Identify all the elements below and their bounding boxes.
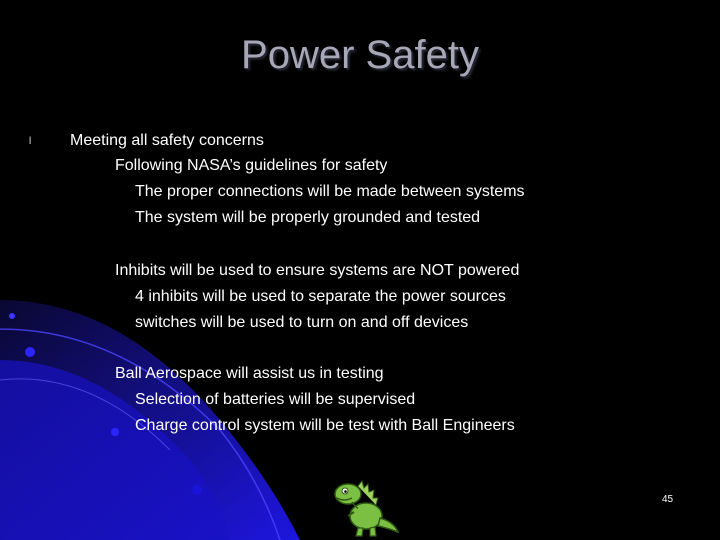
bullet-marker: l <box>29 136 32 147</box>
subitem-inhibits: Inhibits will be used to ensure systems are NOT powered <box>115 262 520 279</box>
green-dinosaur-icon <box>328 478 400 538</box>
detail-charge-control: Charge control system will be test with Ball Engineers <box>135 417 515 434</box>
subitem-nasa-guidelines: Following NASA’s guidelines for safety <box>115 157 388 174</box>
bullet-level1-meeting-safety: Meeting all safety concerns <box>70 132 264 149</box>
detail-grounded: The system will be properly grounded and tested <box>135 209 481 226</box>
subitem-ball-aerospace: Ball Aerospace will assist us in testing <box>115 365 384 382</box>
page-number: 45 <box>662 494 674 505</box>
detail-four-inhibits: 4 inhibits will be used to separate the power sources <box>135 288 506 305</box>
slide-title: Power Safety <box>241 33 479 77</box>
detail-connections: The proper connections will be made between systems <box>135 183 525 200</box>
detail-batteries: Selection of batteries will be supervised <box>135 391 416 408</box>
detail-switches: switches will be used to turn on and off devices <box>135 314 469 331</box>
